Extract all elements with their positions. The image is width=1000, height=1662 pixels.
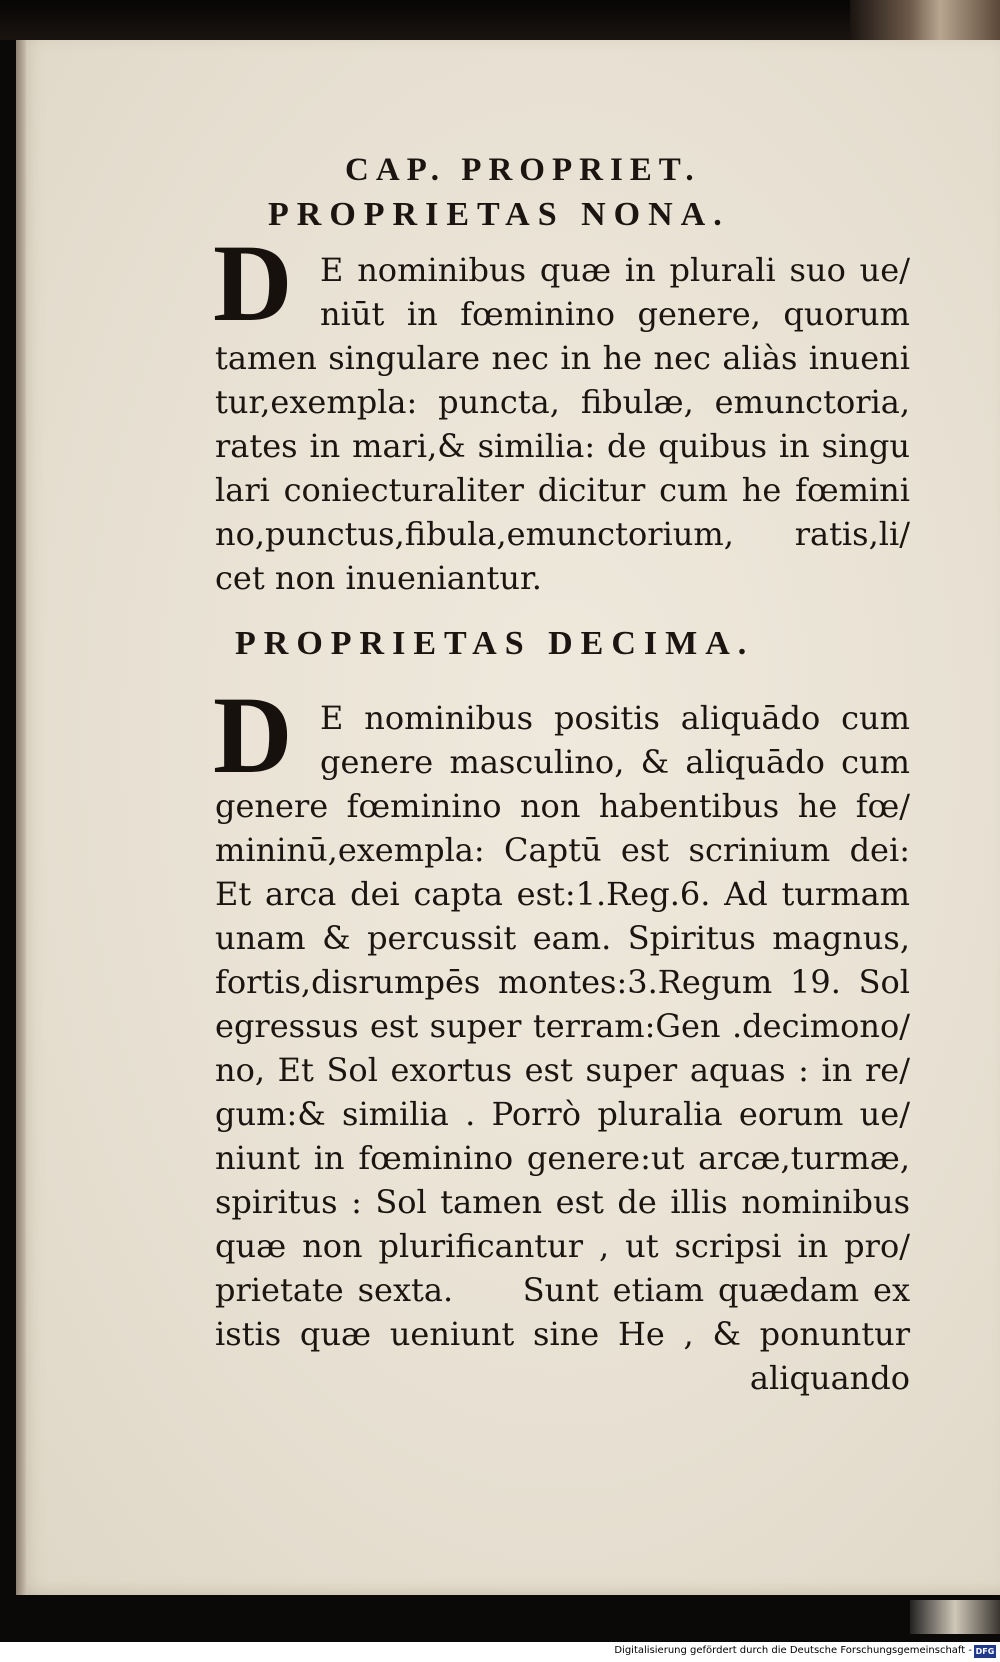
digitization-footer bbox=[0, 1642, 1000, 1662]
drop-cap: D bbox=[213, 674, 293, 796]
running-head: CAP. PROPRIET. bbox=[345, 152, 701, 188]
text-line: lari coniecturaliter dicitur cum he fœmini bbox=[215, 471, 910, 509]
text-line: fortis,disrumpēs montes:3.Regum 19. Sol bbox=[215, 963, 910, 1001]
catchword: aliquando bbox=[749, 1359, 910, 1397]
text-line: mininū,exempla: Captū est scrinium dei: bbox=[215, 831, 910, 869]
text-line: rates in mari,& similia: de quibus in singu bbox=[215, 427, 910, 465]
page-gutter bbox=[16, 40, 26, 1595]
text-line: unam & percussit eam. Spiritus magnus, bbox=[215, 919, 910, 957]
scan-bottom-corner bbox=[910, 1600, 1000, 1634]
scan-corner bbox=[850, 0, 1000, 40]
text-line: egressus est super terram:Gen .decimono/ bbox=[215, 1007, 910, 1045]
text-line: genere fœminino non habentibus he fœ/ bbox=[215, 787, 910, 825]
text-line: E nominibus quæ in plurali suo ue/ bbox=[320, 251, 910, 289]
text-line: Et arca dei capta est:1.Reg.6. Ad turmam bbox=[215, 875, 910, 913]
dfg-logo: DFG bbox=[975, 1647, 995, 1656]
text-line: istis quæ ueniunt sine He , & ponuntur bbox=[215, 1315, 910, 1353]
text-line: no, Et Sol exortus est super aquas : in re/ bbox=[215, 1051, 910, 1089]
text-line: spiritus : Sol tamen est de illis nominibus bbox=[215, 1183, 910, 1221]
text-line: niunt in fœminino genere:ut arcæ,turmæ, bbox=[215, 1139, 910, 1177]
text-line: prietate sexta. Sunt etiam quædam ex bbox=[215, 1271, 910, 1309]
text-line: E nominibus positis aliquādo cum bbox=[320, 699, 910, 737]
text-line: no,punctus,fibula,emunctorium, ratis,li/ bbox=[215, 515, 910, 553]
text-line: tamen singulare nec in he nec aliàs inueni bbox=[215, 339, 910, 377]
section-heading-decima: PROPRIETAS DECIMA. bbox=[235, 625, 755, 662]
text-line: cet non inueniantur. bbox=[215, 559, 542, 597]
section-heading-nona: PROPRIETAS NONA. bbox=[268, 196, 730, 233]
drop-cap: D bbox=[213, 222, 293, 344]
scan-bottom-edge bbox=[0, 1595, 1000, 1642]
text-line: gum:& similia . Porrò pluralia eorum ue/ bbox=[215, 1095, 910, 1133]
text-line: tur,exempla: puncta, fibulæ, emunctoria, bbox=[215, 383, 910, 421]
text-line: niūt in fœminino genere, quorum bbox=[320, 295, 910, 333]
text-line: quæ non plurificantur , ut scripsi in pro/ bbox=[215, 1227, 910, 1265]
text-line: genere masculino, & aliquādo cum bbox=[320, 743, 910, 781]
footer-credit: Digitalisierung gefördert durch die Deutsche Forschungsgemeinschaft - bbox=[614, 1645, 972, 1656]
